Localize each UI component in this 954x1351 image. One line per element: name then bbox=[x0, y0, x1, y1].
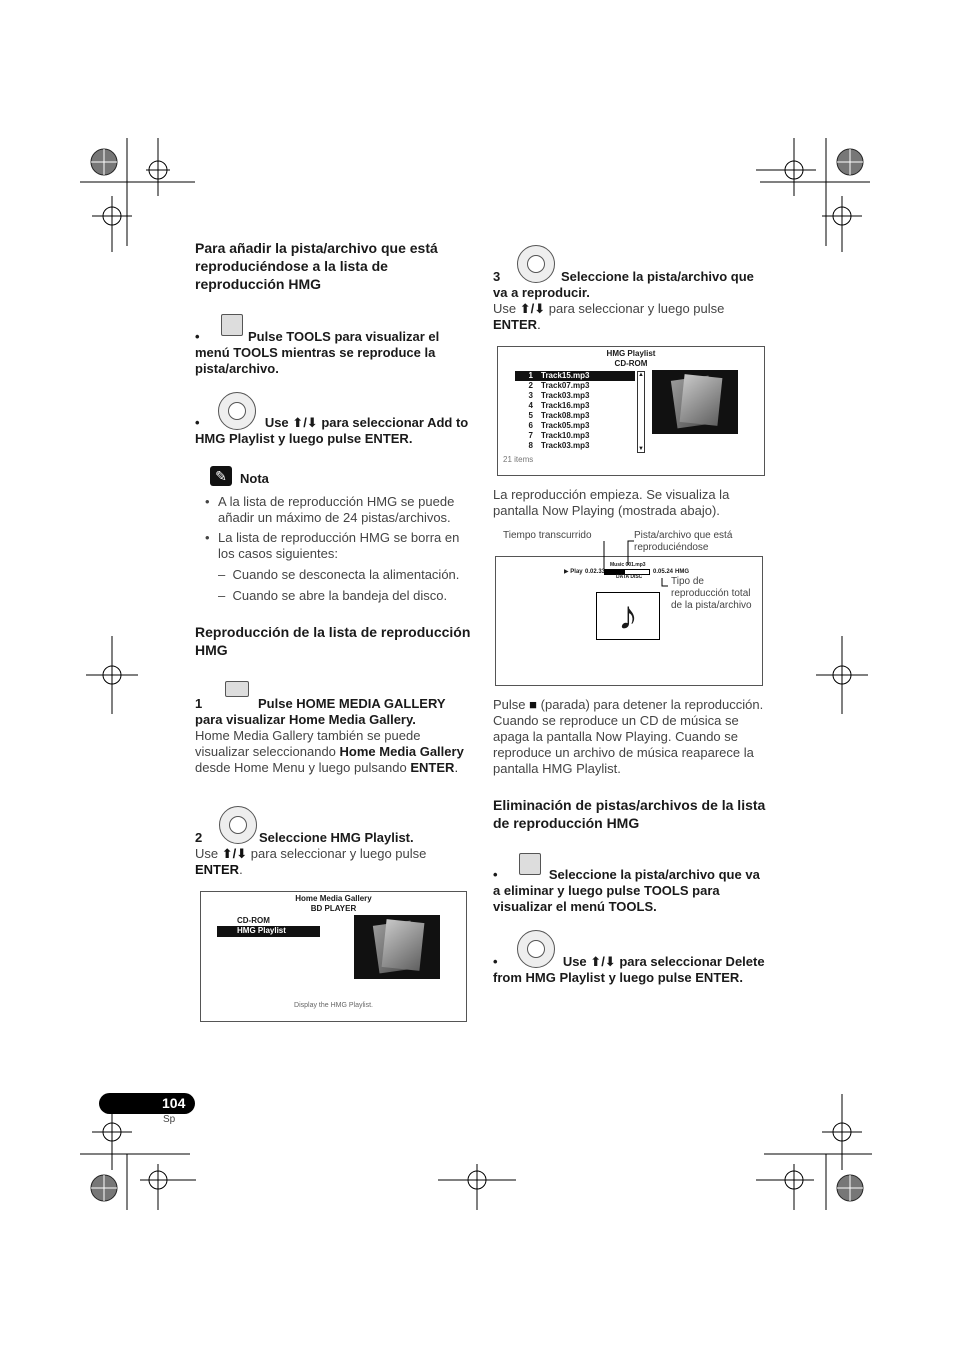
track-name: Track07.mp3 bbox=[541, 381, 590, 390]
step2-title: Seleccione HMG Playlist. bbox=[259, 830, 414, 845]
note-icon: ✎ bbox=[210, 466, 232, 486]
note-item-1: • A la lista de reproducción HMG se puede añadir un máximo de 24 pistas/archivos. bbox=[205, 494, 455, 525]
track-number: 7 bbox=[528, 431, 533, 440]
step3-num: 3 bbox=[493, 269, 501, 284]
track-number: 4 bbox=[528, 401, 533, 410]
updown-arrows-icon: ⬆/⬇ bbox=[590, 954, 616, 969]
play-type: HMG bbox=[675, 569, 689, 575]
add-heading: Para añadir la pista/archivo que está reproduciéndose a la lista de reproducción HMG bbox=[195, 240, 438, 292]
track-name: Track05.mp3 bbox=[541, 421, 590, 430]
track-name: Track10.mp3 bbox=[541, 431, 590, 440]
track-number: 1 bbox=[528, 371, 533, 380]
playing-file: Music 001.mp3 bbox=[610, 562, 646, 568]
note-item-2: • La lista de reproducción HMG se borra en los casos siguientes: bbox=[205, 530, 460, 561]
note-item-2a: – Cuando se desconecta la alimentación. bbox=[218, 567, 460, 582]
menu-item-cdrom[interactable]: CD-ROM bbox=[237, 916, 270, 925]
add-step2: • Use ⬆/⬇ para seleccionar Add to HMG Playlist y luego pulse ENTER. bbox=[195, 415, 469, 446]
total-time: 0.05.24 bbox=[653, 569, 674, 575]
play-icon: ▶ bbox=[564, 569, 569, 575]
page-number: 104 bbox=[162, 1095, 186, 1111]
track-name: Track03.mp3 bbox=[541, 391, 590, 400]
screen-title: HMG Playlist bbox=[606, 349, 656, 358]
dpad-icon bbox=[219, 806, 257, 844]
del-step2: • Use ⬆/⬇ para seleccionar Delete from HMG Playlist y luego pulse ENTER. bbox=[493, 954, 765, 985]
play-heading: Reproducción de la lista de reproducción HMG bbox=[195, 624, 471, 658]
delete-heading: Eliminación de pistas/archivos de la lista de reproducción HMG bbox=[493, 797, 766, 831]
label-track: Pista/archivo que está reproduciéndose bbox=[634, 530, 733, 553]
track-number: 8 bbox=[528, 441, 533, 450]
bullet: • bbox=[195, 329, 200, 344]
track-name: Track16.mp3 bbox=[541, 401, 590, 410]
step3: Seleccione la pista/archivo que va a reproducir. Use ⬆/⬇ para seleccionar y luego pulse ENTER. bbox=[493, 269, 754, 332]
para-stop: Pulse ■ (parada) para detener la reproducción. Cuando se reproduce un CD de música se apaga la pantalla Now Playing. Cuando se reproduce un archivo de música reaparece la pantalla HMG Playlist. bbox=[493, 697, 764, 776]
play-indicator: ▶ Play bbox=[564, 569, 583, 575]
screen-subtitle: CD-ROM bbox=[614, 359, 648, 368]
track-name: Track03.mp3 bbox=[541, 441, 590, 450]
track-name: Track15.mp3 bbox=[541, 371, 590, 380]
step1: Pulse HOME MEDIA GALLERY para visualizar Home Media Gallery. Home Media Gallery también se puede visualizar seleccionando Home Media Gallery desde Home Menu y luego pulsando ENTER. bbox=[195, 696, 464, 775]
step2-num: 2 bbox=[195, 830, 203, 845]
track-number: 5 bbox=[528, 411, 533, 420]
del-step1: • Seleccione la pista/archivo que va a eliminar y luego pulse TOOLS para visualizar el menú TOOLS. bbox=[493, 867, 760, 914]
track-name: Track08.mp3 bbox=[541, 411, 590, 420]
home-media-gallery-screen bbox=[200, 891, 467, 1022]
disc-type: DATA DISC bbox=[616, 574, 643, 580]
label-elapsed: Tiempo transcurrido bbox=[503, 530, 592, 541]
album-art-thumbnail bbox=[354, 915, 440, 979]
note-title: Nota bbox=[240, 471, 269, 486]
menu-item-hmg-playlist[interactable]: HMG Playlist bbox=[217, 926, 320, 937]
step1-num: 1 bbox=[195, 696, 203, 711]
page-lang: Sp bbox=[163, 1114, 176, 1125]
updown-arrows-icon: ⬆/⬇ bbox=[221, 846, 248, 861]
track-number: 3 bbox=[528, 391, 533, 400]
stop-icon: ■ bbox=[529, 697, 538, 712]
screen-footer: Display the HMG Playlist. bbox=[294, 1002, 373, 1009]
track-number: 2 bbox=[528, 381, 533, 390]
updown-arrows-icon: ⬆/⬇ bbox=[292, 415, 318, 430]
screen-subtitle: BD PLAYER bbox=[310, 904, 357, 913]
music-note-art: ♪ bbox=[596, 592, 660, 640]
label-total: Tipo de reproducción total de la pista/archivo bbox=[671, 576, 752, 611]
updown-arrows-icon: ⬆/⬇ bbox=[519, 301, 546, 316]
add-step1: • Pulse TOOLS para visualizar el menú TOOLS mientras se reproduce la pista/archivo. bbox=[195, 329, 440, 376]
para-playback-starts: La reproducción empieza. Se visualiza la pantalla Now Playing (mostrada abajo). bbox=[493, 487, 730, 518]
track-number: 6 bbox=[528, 421, 533, 430]
list-scrollbar[interactable]: ▲ ▼ bbox=[638, 372, 644, 452]
elapsed-time: 0.02.33 bbox=[585, 569, 606, 575]
step2-text: Use ⬆/⬇ para seleccionar y luego pulse ENTER. bbox=[195, 846, 427, 877]
items-count: 21 items bbox=[503, 455, 534, 464]
note-item-2b: – Cuando se abre la bandeja del disco. bbox=[218, 588, 448, 603]
screen-title: Home Media Gallery bbox=[295, 894, 372, 903]
